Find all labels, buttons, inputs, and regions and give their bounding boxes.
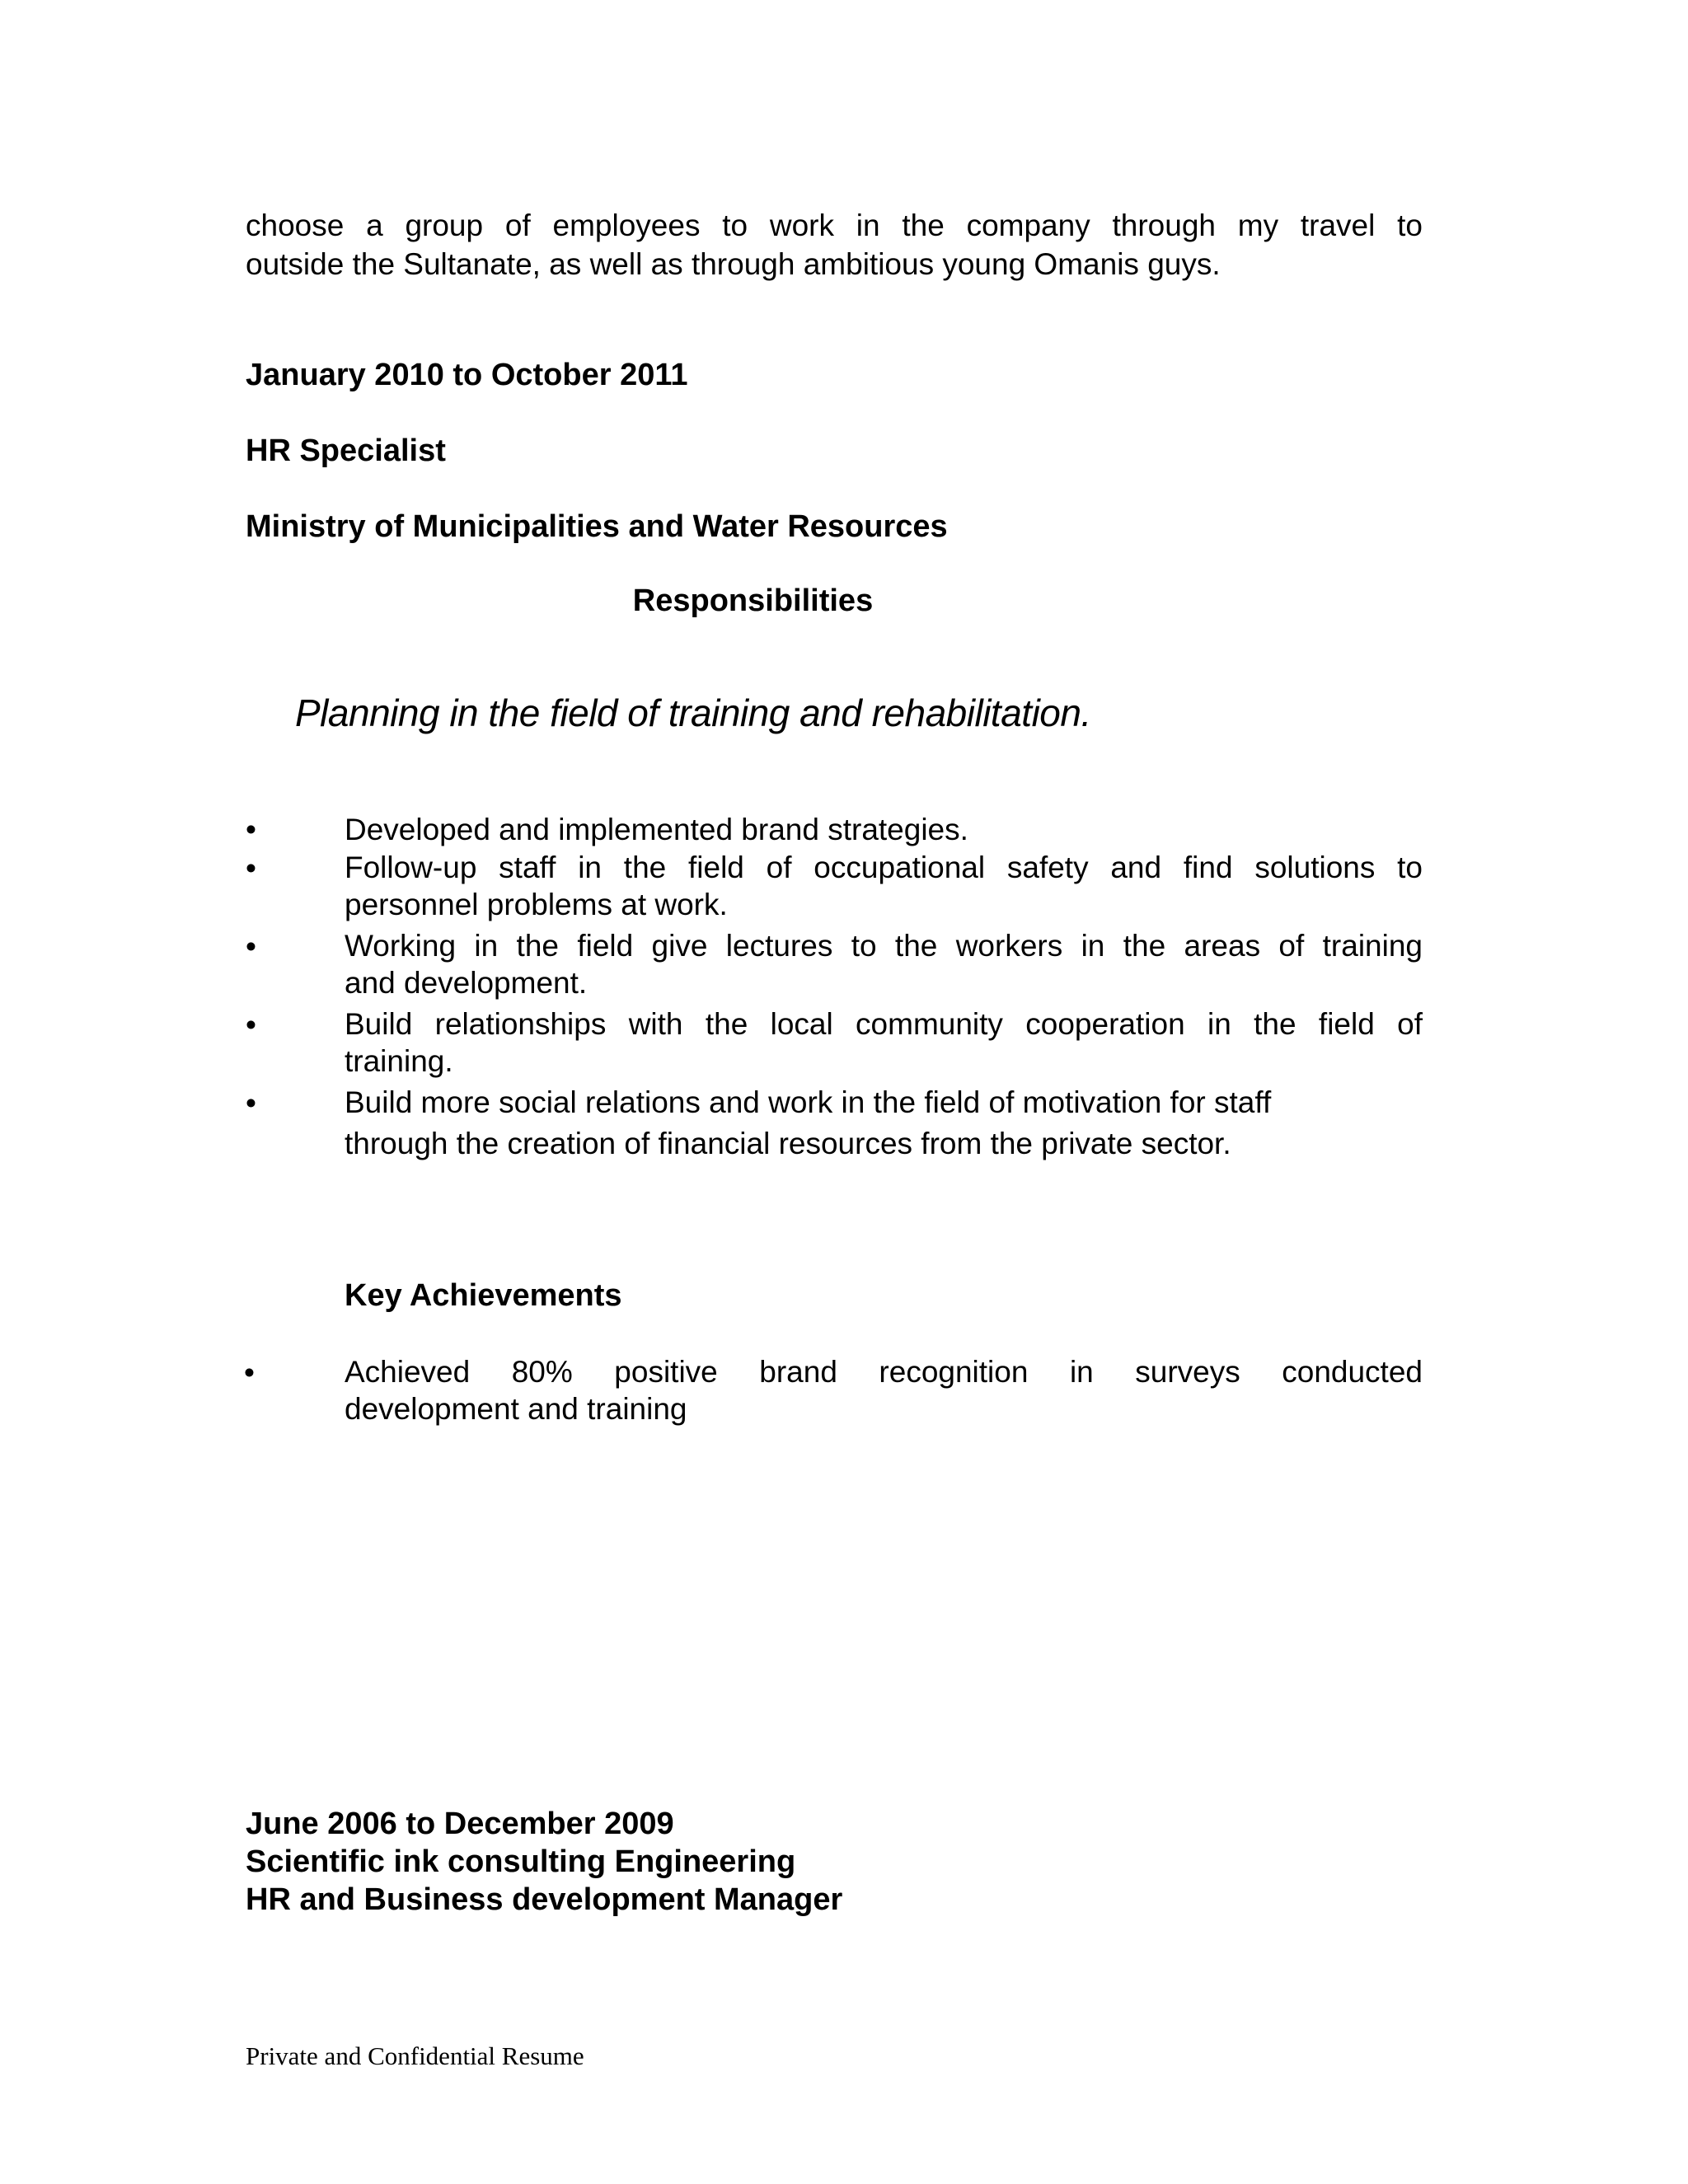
intro-line-1: choose a group of employees to work in the company through my travel to xyxy=(246,209,1423,242)
bullet-icon: • xyxy=(244,1356,255,1390)
job2-period: June 2006 to December 2009 xyxy=(246,1807,674,1841)
bullet-icon: • xyxy=(246,1086,256,1120)
list-item-text-cont: and development. xyxy=(345,966,588,1000)
job2-employer: Scientific ink consulting Engineering xyxy=(246,1844,796,1879)
list-item-text-cont: personnel problems at work. xyxy=(345,888,728,921)
list-item-text: Follow-up staff in the field of occupational safety and find solutions to xyxy=(345,851,1423,884)
job2-title: HR and Business development Manager xyxy=(246,1882,843,1917)
bullet-icon: • xyxy=(246,1008,256,1042)
bullet-icon: • xyxy=(246,930,256,963)
intro-line-2: outside the Sultanate, as well as through ambitious young Omanis guys. xyxy=(246,247,1221,281)
responsibilities-lead: Planning in the field of training and rehabilitation. xyxy=(295,691,1091,734)
list-item-text: Build more social relations and work in the field of motivation for staff xyxy=(345,1085,1272,1119)
list-item-text: Working in the field give lectures to the workers in the areas of training xyxy=(345,929,1423,963)
list-item-text: Developed and implemented brand strategies. xyxy=(345,813,968,846)
list-item xyxy=(244,1353,1423,1427)
list-item xyxy=(246,810,1423,849)
job-period: January 2010 to October 2011 xyxy=(246,358,688,392)
list-item xyxy=(246,1084,1423,1166)
list-item xyxy=(246,1005,1423,1084)
responsibilities-list xyxy=(246,810,1423,1166)
list-item xyxy=(246,927,1423,1005)
bullet-icon: • xyxy=(246,813,256,846)
responsibilities-heading: Responsibilities xyxy=(632,583,874,618)
bullet-icon: • xyxy=(246,851,256,885)
achievements-heading: Key Achievements xyxy=(345,1278,622,1313)
list-item-text-cont: through the creation of financial resources from the private sector. xyxy=(345,1127,1231,1160)
achievements-list xyxy=(244,1353,1423,1427)
list-item-text: Achieved 80% positive brand recognition in surveys conducted xyxy=(345,1355,1423,1389)
list-item xyxy=(246,849,1423,927)
job-title: HR Specialist xyxy=(246,434,446,468)
job-employer: Ministry of Municipalities and Water Resources xyxy=(246,509,948,544)
page-footer: Private and Confidential Resume xyxy=(246,2041,584,2070)
list-item-text: Build relationships with the local community cooperation in the field of xyxy=(345,1007,1423,1041)
list-item-text-cont: training. xyxy=(345,1044,453,1078)
list-item-text-cont: development and training xyxy=(345,1392,687,1426)
